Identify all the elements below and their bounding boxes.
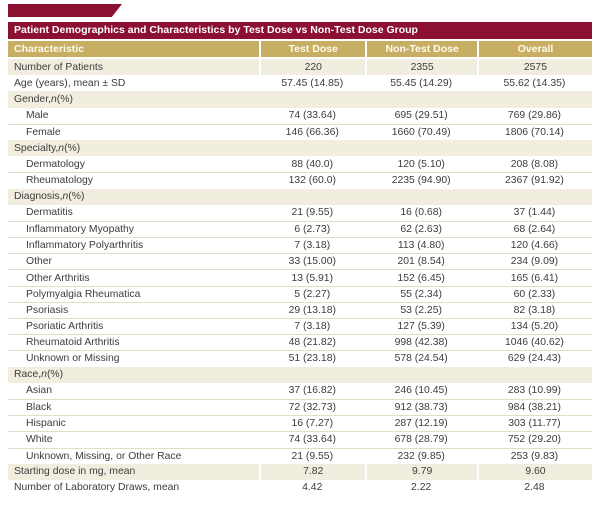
value-cell: 37 (16.82): [288, 385, 336, 397]
table-row: [8, 350, 592, 366]
section-label: Diagnosis, n (%): [14, 191, 85, 203]
table-row: [8, 464, 592, 480]
table-row: [8, 269, 592, 285]
characteristic-cell: Dermatology: [26, 158, 85, 170]
table-tag: [8, 4, 122, 17]
table-row: [8, 383, 592, 399]
value-cell: 695 (29.51): [394, 110, 448, 122]
section-label: Gender, n (%): [14, 93, 73, 105]
value-cell: 37 (1.44): [513, 207, 556, 219]
value-cell: 48 (21.82): [288, 337, 336, 349]
characteristic-cell: Other: [26, 256, 52, 268]
characteristic-cell: Number of Laboratory Draws, mean: [14, 482, 180, 494]
value-cell: 5 (2.27): [294, 288, 331, 300]
value-cell: 9.79: [365, 464, 477, 480]
value-cell: 29 (13.18): [288, 304, 336, 316]
value-cell: 2235 (94.90): [391, 175, 451, 187]
column-header-row: [8, 41, 592, 57]
value-cell: 283 (10.99): [507, 385, 562, 397]
value-cell: 74 (33.64): [288, 434, 336, 446]
section-label: Race, n (%): [14, 369, 64, 381]
characteristic-cell: Female: [26, 126, 61, 138]
characteristic-cell: Number of Patients: [14, 61, 103, 73]
column-header-characteristic: Characteristic: [14, 43, 85, 55]
characteristic-cell: Rheumatology: [26, 175, 94, 187]
characteristic-cell: Male: [26, 110, 49, 122]
table-row: [8, 480, 592, 496]
value-cell: 62 (2.63): [400, 223, 442, 235]
characteristic-cell: Unknown, Missing, or Other Race: [26, 450, 182, 462]
value-cell: 7 (3.18): [294, 240, 331, 252]
value-cell: 201 (8.54): [397, 256, 445, 268]
value-cell: 68 (2.64): [513, 223, 556, 235]
characteristic-cell: White: [26, 434, 53, 446]
column-header-test-dose: Test Dose: [259, 41, 365, 57]
characteristic-cell: Starting dose in mg, mean: [14, 466, 136, 478]
table-row: [8, 399, 592, 415]
value-cell: 16 (7.27): [291, 418, 334, 430]
value-cell: 13 (5.91): [291, 272, 334, 284]
value-cell: 7.82: [259, 464, 365, 480]
table-row: [8, 205, 592, 221]
value-cell: 2.48: [524, 482, 545, 494]
value-cell: 60 (2.33): [513, 288, 556, 300]
value-cell: 57.45 (14.85): [281, 77, 344, 89]
value-cell: 165 (6.41): [510, 272, 559, 284]
value-cell: 253 (9.83): [510, 450, 559, 462]
value-cell: 2.22: [411, 482, 432, 494]
value-cell: 678 (28.79): [394, 434, 448, 446]
table-row: [8, 302, 592, 318]
value-cell: 113 (4.80): [397, 240, 445, 252]
value-cell: 9.60: [477, 464, 592, 480]
value-cell: 16 (0.68): [400, 207, 442, 219]
demographics-table: [8, 22, 592, 496]
value-cell: 127 (5.39): [397, 321, 445, 333]
value-cell: 7 (3.18): [294, 321, 331, 333]
column-header-overall: Overall: [477, 41, 592, 57]
section-row: [8, 189, 592, 205]
value-cell: 232 (9.85): [397, 450, 445, 462]
table-title: Patient Demographics and Characteristics by Test Dose vs Non-Test Dose Group: [8, 22, 592, 39]
value-cell: 220: [259, 59, 365, 75]
characteristic-cell: Inflammatory Polyarthritis: [26, 240, 144, 252]
value-cell: 74 (33.64): [288, 110, 336, 122]
value-cell: 303 (11.77): [508, 418, 561, 430]
value-cell: 1660 (70.49): [391, 126, 451, 138]
value-cell: 152 (6.45): [397, 272, 445, 284]
value-cell: 120 (4.66): [510, 240, 559, 252]
value-cell: 88 (40.0): [291, 158, 334, 170]
characteristic-cell: Dermatitis: [26, 207, 73, 219]
characteristic-cell: Polymyalgia Rheumatica: [26, 288, 141, 300]
characteristic-cell: Asian: [26, 385, 52, 397]
column-header-non-test-dose: Non-Test Dose: [365, 41, 477, 57]
value-cell: 82 (3.18): [513, 304, 556, 316]
table-row: [8, 237, 592, 253]
table-row: [8, 286, 592, 302]
value-cell: 2355: [365, 59, 477, 75]
table-row: [8, 221, 592, 237]
characteristic-cell: Black: [26, 402, 52, 414]
table-row: [8, 431, 592, 447]
value-cell: 208 (8.08): [510, 158, 559, 170]
value-cell: 1806 (70.14): [504, 126, 564, 138]
table-row: [8, 108, 592, 124]
table-row: [8, 59, 592, 75]
table-row: [8, 172, 592, 188]
value-cell: 234 (9.09): [510, 256, 559, 268]
table-row: [8, 318, 592, 334]
value-cell: 134 (5.20): [510, 321, 559, 333]
value-cell: 21 (9.55): [291, 450, 334, 462]
value-cell: 6 (2.73): [294, 223, 331, 235]
value-cell: 55.45 (14.29): [390, 77, 453, 89]
table-row: [8, 124, 592, 140]
value-cell: 146 (66.36): [285, 126, 339, 138]
value-cell: 132 (60.0): [288, 175, 336, 187]
value-cell: 2367 (91.92): [504, 175, 564, 187]
characteristic-cell: Age (years), mean ± SD: [14, 77, 126, 89]
value-cell: 984 (38.21): [507, 402, 562, 414]
value-cell: 55 (2.34): [400, 288, 442, 300]
value-cell: 629 (24.43): [507, 353, 562, 365]
value-cell: 578 (24.54): [394, 353, 448, 365]
value-cell: 72 (32.73): [288, 402, 336, 414]
table-row: [8, 75, 592, 91]
value-cell: 53 (2.25): [400, 304, 442, 316]
value-cell: 21 (9.55): [291, 207, 334, 219]
table-row: [8, 334, 592, 350]
value-cell: 912 (38.73): [394, 402, 448, 414]
table-row: [8, 253, 592, 269]
value-cell: 246 (10.45): [394, 385, 448, 397]
characteristic-cell: Psoriasis: [26, 304, 69, 316]
characteristic-cell: Unknown or Missing: [26, 353, 120, 365]
value-cell: 4.42: [302, 482, 323, 494]
table-row: [8, 448, 592, 464]
section-row: [8, 91, 592, 107]
value-cell: 998 (42.38): [394, 337, 448, 349]
value-cell: 55.62 (14.35): [503, 77, 566, 89]
value-cell: 752 (29.20): [507, 434, 562, 446]
characteristic-cell: Inflammatory Myopathy: [26, 223, 134, 235]
section-row: [8, 367, 592, 383]
value-cell: 287 (12.19): [394, 418, 448, 430]
table-row: [8, 156, 592, 172]
value-cell: 1046 (40.62): [504, 337, 564, 349]
characteristic-cell: Hispanic: [26, 418, 66, 430]
characteristic-cell: Rheumatoid Arthritis: [26, 337, 120, 349]
characteristic-cell: Psoriatic Arthritis: [26, 321, 104, 333]
table-body: [8, 59, 592, 496]
table-row: [8, 415, 592, 431]
value-cell: 2575: [477, 59, 592, 75]
value-cell: 769 (29.86): [507, 110, 562, 122]
section-label: Specialty, n (%): [14, 142, 81, 154]
value-cell: 33 (15.00): [288, 256, 336, 268]
section-row: [8, 140, 592, 156]
value-cell: 120 (5.10): [397, 158, 445, 170]
characteristic-cell: Other Arthritis: [26, 272, 90, 284]
value-cell: 51 (23.18): [288, 353, 336, 365]
